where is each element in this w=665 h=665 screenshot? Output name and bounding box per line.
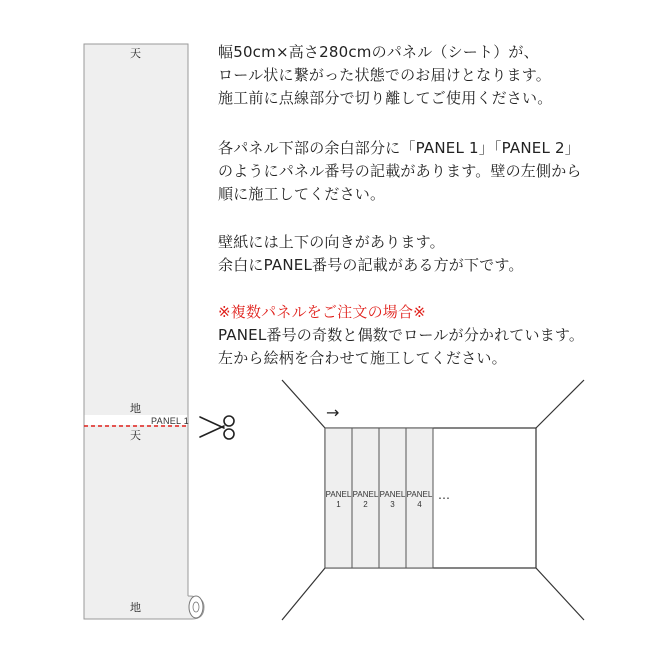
multi-panel-note: ※複数パネルをご注文の場合※ <box>218 303 426 321</box>
instruction-line: 各パネル下部の余白部分に「PANEL 1」「PANEL 2」 <box>218 139 580 157</box>
roll-top-label: 天 <box>130 47 141 60</box>
roll-sheet <box>84 44 188 619</box>
panel-word: PANEL <box>352 490 379 499</box>
wall-panel-label-1 <box>325 490 352 510</box>
more-panels-ellipsis: … <box>438 488 450 502</box>
direction-arrow-icon: → <box>326 403 340 422</box>
instruction-line: 幅50cm×高さ280cmのパネル（シート）が、 <box>218 43 539 61</box>
panel-number: 2 <box>363 500 368 509</box>
instruction-line: ロール状に繋がった状態でのお届けとなります。 <box>218 66 551 84</box>
scissors-icon <box>200 416 234 439</box>
wall-panel-label-3 <box>379 490 406 510</box>
panel-number: 1 <box>336 500 341 509</box>
panel-tag: PANEL 1 <box>151 416 190 426</box>
panel-word: PANEL <box>325 490 352 499</box>
instructions-block-3 <box>218 231 658 277</box>
roll-top-label-2: 天 <box>130 429 141 442</box>
wall-panel-label-2 <box>352 490 379 510</box>
panel-word: PANEL <box>379 490 406 499</box>
instruction-line: のようにパネル番号の記載があります。壁の左側から <box>218 162 582 180</box>
instruction-line: PANEL番号の奇数と偶数でロールが分かれています。 <box>218 326 585 344</box>
instructions-block-4 <box>218 301 658 370</box>
roll-bottom-label-2: 地 <box>130 601 141 614</box>
roll-bottom-label: 地 <box>130 402 141 415</box>
panel-word: PANEL <box>406 490 433 499</box>
roll-end <box>189 596 203 618</box>
instructions-block-1 <box>218 41 658 110</box>
instruction-line: 壁紙には上下の向きがあります。 <box>218 233 445 251</box>
instruction-line: 施工前に点線部分で切り離してご使用ください。 <box>218 89 553 107</box>
wall-panel-label-4 <box>406 490 433 510</box>
instruction-line: 順に施工してください。 <box>218 185 386 203</box>
instruction-line: 左から絵柄を合わせて施工してください。 <box>218 349 507 367</box>
instructions-block-2 <box>218 137 658 206</box>
panel-number: 3 <box>390 500 395 509</box>
instruction-line: 余白にPANEL番号の記載がある方が下です。 <box>218 256 524 274</box>
panel-number: 4 <box>417 500 422 509</box>
